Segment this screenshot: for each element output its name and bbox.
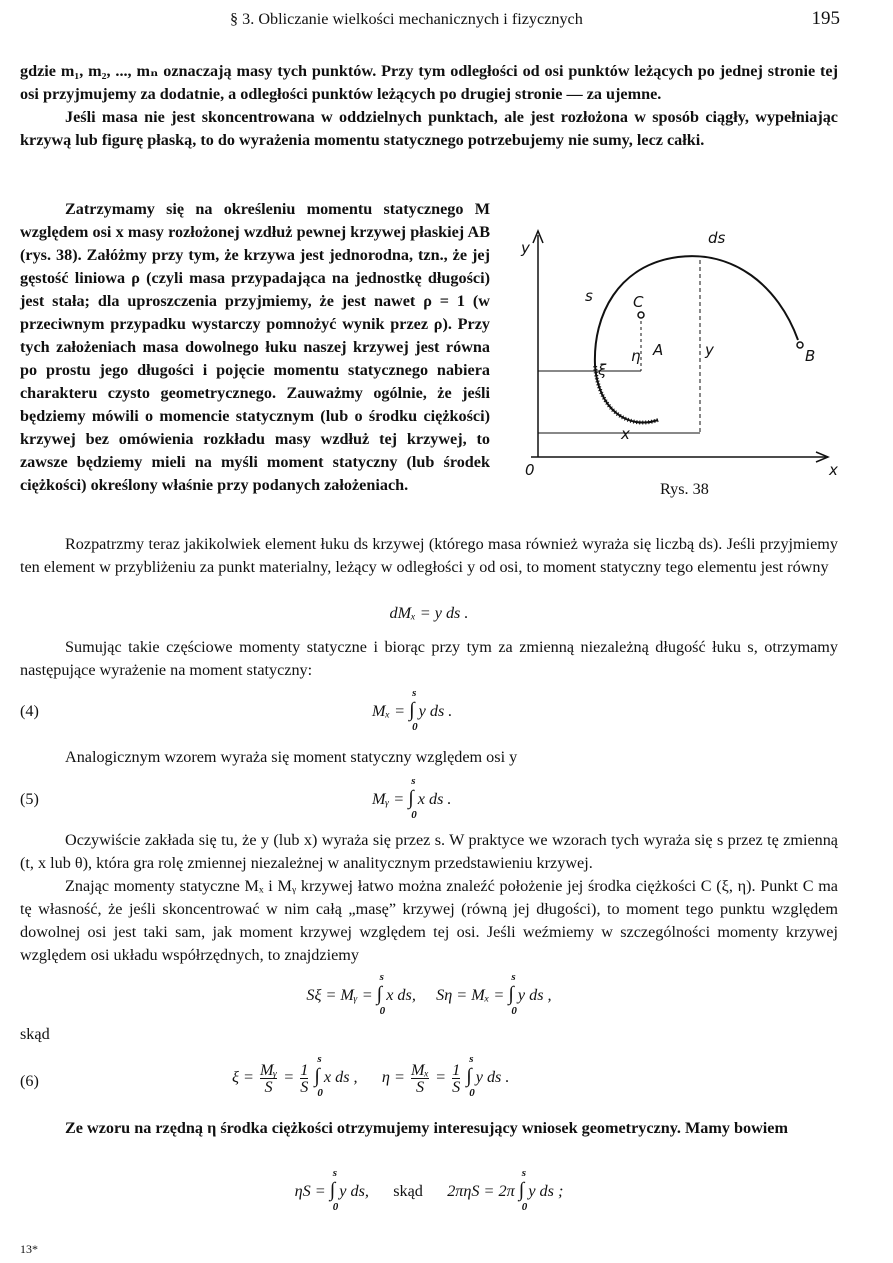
text-block-8	[20, 1117, 838, 1140]
paragraph-3: Zatrzymamy się na określeniu momentu statycznego M względem osi x masy rozłożonej wzdłuż pewnej krzywej płaskiej AB (rys. 38). Załóżmy przy tym, że krzywa jest jednorodna, tzn., że jej gęstość liniowa ρ (czyli masa przypadająca na jednostkę długości) jest stała; dla uproszczenia przyjmiemy, że jest nawet ρ = 1 (w przeciwnym przypadku wystarczy pomnożyć wynik przez ρ). Przy tych założeniach masa dowolnego łuku naszej krzywej jest równa po prostu jego długości i pojęcie momentu statycznego nabiera charakteru czysto geometrycznego. Zauważmy ogólnie, że jeśli będziemy mówili o momencie statycznym (lub o środku ciężkości) krzywej bez omówienia rozkładu masy wzdłuż tej krzywej, to zawsze będziemy mieli na myśli moment statyczny (lub środek ciężkości) określony właśnie przy podanych założeniach.	[20, 200, 490, 494]
paragraph-1: gdzie m₁, m₂, ..., mₙ oznaczają masy tych punktów. Przy tym odległości od osi punktów leżących po jednej stronie tej osi przyjmujemy za dodatnie, a odległości punktów leżących po drugiej stronie — za ujemne.	[20, 62, 838, 103]
integral-sign: ∫ s 0	[314, 1053, 323, 1100]
label-y-axis: y	[521, 239, 530, 257]
label-x-dist: x	[621, 425, 630, 443]
paragraph-2: Jeśli masa nie jest skoncentrowana w oddzielnych punktach, ale jest rozłożona w sposób ciągły, wypełniając krzywą lub figurę płaską, to do wyrażenia momentu statycznego potrzebujemy nie sumy, lecz całki.	[20, 108, 838, 149]
curve-ab	[595, 256, 798, 422]
label-b: B	[805, 347, 816, 365]
final-rhs: y ds,	[339, 1182, 369, 1200]
label-c: C	[633, 293, 644, 311]
eq4-lhs: Mₓ =	[372, 702, 406, 720]
centroid-c	[638, 312, 644, 318]
header-title: § 3. Obliczanie wielkości mechanicznych i fizycznych	[230, 10, 583, 28]
text-block-3	[20, 533, 838, 579]
integral-sign: ∫ s 0	[408, 775, 417, 821]
paragraph-10: Ze wzoru na rzędną η środka ciężkości otrzymujemy interesujący wniosek geometryczny. Mamy bowiem	[65, 1119, 788, 1137]
moments-rhs-x: x ds,	[386, 986, 416, 1004]
text-block-2	[20, 198, 490, 497]
integral-sign: ∫ s 0	[518, 1167, 528, 1213]
text-block-6	[20, 829, 838, 967]
final-rhs-2: y ds ;	[528, 1182, 564, 1200]
fraction-my-s: $\frac{\text{Mᵧ}}{S}$	[259, 1061, 278, 1096]
point-b	[797, 342, 803, 348]
integral-sign: ∫ s 0	[376, 971, 386, 1017]
fraction-1-s: $\frac{1}{S}$	[300, 1061, 309, 1096]
final-lhs-2: 2πηS = 2π	[447, 1182, 515, 1200]
paragraph-8: Znając momenty statyczne Mₓ i Mᵧ krzywej łatwo można znaleźć położenie jej środka ciężkości C (ξ, η). Punkt C ma tę własność, że jeśli skoncentrować w nim całą „masę” krzywej (równą jej długości), to moment tego punktu względem dowolnej osi jest taki sam, jak moment krzywej względem tej osi. Jeśli weźmiemy w szczególności momenty krzywej względem osi układu współrzędnych, to znajdziemy	[20, 877, 838, 964]
page-number: 195	[811, 8, 840, 29]
integral-sign: ∫ s 0	[409, 687, 418, 733]
paragraph-4: Rozpatrzmy teraz jakikolwiek element łuku ds krzywej (którego masa również wyraża się liczbą ds). Jeśli przyjmiemy ten element w przybliżeniu za punkt materialny, leżący w odległości y od osi, to moment statyczny tego elementu jest równy	[20, 535, 838, 576]
label-y-dist: y	[705, 341, 714, 359]
equation-6: (6) ξ = $\frac{\text{Mᵧ}}{S}$ = $\frac{1}{S}$ ∫ s 0 x ds , η = $\frac{\text{Mₓ}}{S}$ = $\frac{1}{S}$ ∫ s 0 y ds .	[20, 1053, 510, 1100]
label-a: A	[653, 341, 664, 359]
fraction-1-s-b: $\frac{1}{S}$	[452, 1061, 461, 1096]
label-eta: η	[631, 347, 641, 365]
equation-final	[20, 1167, 838, 1220]
moments-rhs-y: y ds ,	[517, 986, 552, 1004]
eq-dmx	[20, 602, 838, 625]
paragraph-7: Oczywiście zakłada się tu, że y (lub x) wyraża się przez s. W praktyce we wzorach tych wyraża się s przez tę zmienną (t, x lub θ), która gra rolę zmiennej niezależnej w analitycznym przedstawieniu krzywej.	[20, 831, 838, 872]
paragraph-9: skąd	[20, 1025, 50, 1043]
integral-sign: ∫ s 0	[508, 971, 517, 1017]
page	[20, 0, 838, 1263]
eq6-eta: η =	[381, 1068, 405, 1087]
text-block-7	[20, 1023, 838, 1046]
label-origin: 0	[525, 461, 535, 479]
label-xi: ξ	[598, 361, 607, 379]
eq-dmx-text: dMₓ = y ds .	[389, 604, 469, 622]
eq6-xds: x ds ,	[323, 1068, 358, 1087]
integral-sign: ∫ s 0	[466, 1053, 475, 1100]
paragraph-5: Sumując takie częściowe momenty statyczne i biorąc przy tym za zmienną niezależną długość łuku s, otrzymamy następujące wyrażenie na moment statyczny:	[20, 638, 838, 679]
equation-4	[20, 687, 838, 740]
label-ds: ds	[708, 229, 726, 247]
eq6-label: (6)	[20, 1072, 39, 1090]
eq4-label: (4)	[20, 702, 39, 720]
moments-lhs-eta: Sη = Mₓ =	[436, 986, 505, 1004]
eq6-xi: ξ =	[232, 1068, 254, 1087]
fraction-mx-s: $\frac{\text{Mₓ}}{S}$	[410, 1061, 430, 1096]
signature-mark: 13*	[20, 1242, 38, 1256]
figure-caption: Rys. 38	[660, 480, 709, 498]
eq5-rhs: x ds .	[417, 790, 452, 808]
text-block-1	[20, 60, 838, 152]
eq6-yds: y ds .	[475, 1068, 510, 1087]
paragraph-6: Analogicznym wzorem wyraża się moment statyczny względem osi y	[65, 748, 518, 766]
final-lhs: ηS =	[294, 1182, 326, 1200]
final-conjunction: skąd	[393, 1182, 423, 1200]
text-block-4	[20, 636, 838, 682]
eq4-rhs: y ds .	[418, 702, 453, 720]
eq5-label: (5)	[20, 790, 39, 808]
running-header	[230, 8, 838, 32]
integral-sign: ∫ s 0	[329, 1167, 339, 1213]
text-block-5	[20, 746, 838, 769]
eq5-lhs: Mᵧ =	[372, 790, 405, 808]
label-s: s	[585, 287, 593, 305]
equation-moments	[20, 971, 838, 1024]
moments-lhs-xi: Sξ = Mᵧ =	[306, 986, 373, 1004]
equation-5	[20, 775, 838, 828]
label-x-axis: x	[829, 461, 838, 479]
